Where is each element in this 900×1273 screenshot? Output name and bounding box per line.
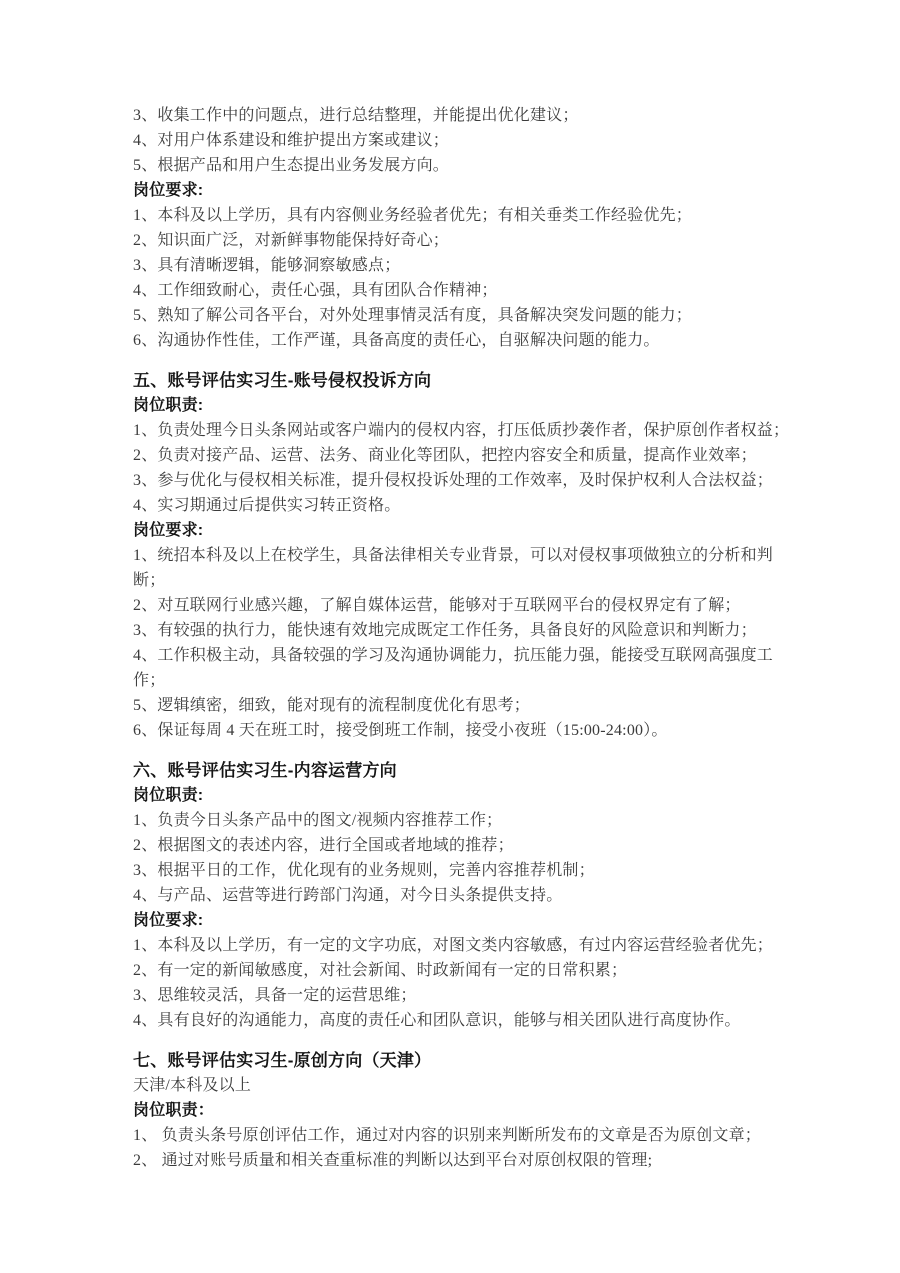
requirement-line: 2、知识面广泛，对新鲜事物能保持好奇心； [133,232,450,249]
requirement-line: 4、工作细致耐心，责任心强，具有团队合作精神； [133,282,498,299]
section-5 [133,368,799,743]
requirement-line: 2、对互联网行业感兴趣，了解自媒体运营，能够对于互联网平台的侵权界定有了解； [133,597,741,614]
duty-line: 5、根据产品和用户生态提出业务发展方向。 [133,157,450,174]
requirement-line: 6、保证每周 4 天在班工时，接受倒班工作制，接受小夜班（15:00-24:00）。 [133,722,668,739]
prev-section-requirements [133,203,799,353]
document-content [133,103,799,1173]
section-6-requirements [133,933,799,1033]
section-5-duties [133,418,799,518]
duty-line: 4、对用户体系建设和维护提出方案或建议； [133,132,450,149]
section-7-location-education: 天津/本科及以上 [133,1077,252,1094]
duty-line: 3、根据平日的工作，优化现有的业务规则，完善内容推荐机制； [133,862,595,879]
duty-line: 4、实习期通过后提供实习转正资格。 [133,497,401,514]
duties-label: 岗位职责: [133,787,204,804]
duties-label: 岗位职责： [133,1102,215,1119]
requirements-label: 岗位要求: [133,912,204,929]
section-5-requirements [133,543,799,743]
requirement-line: 1、本科及以上学历，有一定的文字功底，对图文类内容敏感，有过内容运营经验者优先； [133,937,774,954]
duty-line: 3、收集工作中的问题点，进行总结整理，并能提出优化建议； [133,107,579,124]
requirement-line: 4、工作积极主动，具备较强的学习及沟通协调能力，抗压能力强，能接受互联网高强度工作； [133,647,774,689]
section-6-duties [133,808,799,908]
requirement-line: 3、有较强的执行力，能快速有效地完成既定工作任务，具备良好的风险意识和判断力； [133,622,757,639]
requirement-line: 1、本科及以上学历，具有内容侧业务经验者优先；有相关垂类工作经验优先； [133,207,693,224]
duty-line: 2、根据图文的表述内容，进行全国或者地域的推荐； [133,837,514,854]
section-5-heading: 五、账号评估实习生-账号侵权投诉方向 [133,371,432,390]
requirement-line: 2、有一定的新闻敏感度，对社会新闻、时政新闻有一定的日常积累； [133,962,628,979]
duty-line: 2、 通过对账号质量和相关查重标准的判断以达到平台对原创权限的管理; [133,1152,653,1169]
duty-line: 1、负责今日头条产品中的图文/视频内容推荐工作； [133,812,503,829]
section-6-heading: 六、账号评估实习生-内容运营方向 [133,761,397,780]
duty-line: 2、负责对接产品、运营、法务、商业化等团队，把控内容安全和质量，提高作业效率； [133,447,757,464]
requirement-line: 5、逻辑缜密，细致，能对现有的流程制度优化有思考； [133,697,531,714]
requirement-line: 5、熟知了解公司各平台，对外处理事情灵活有度，具备解决突发问题的能力； [133,307,693,324]
requirement-line: 3、具有清晰逻辑，能够洞察敏感点； [133,257,401,274]
requirement-line: 6、沟通协作性佳，工作严谨，具备高度的责任心，自驱解决问题的能力。 [133,332,660,349]
duty-line: 4、与产品、运营等进行跨部门沟通，对今日头条提供支持。 [133,887,563,904]
duties-label: 岗位职责: [133,397,204,414]
duty-line: 1、 负责头条号原创评估工作，通过对内容的识别来判断所发布的文章是否为原创文章； [133,1127,762,1144]
section-7 [133,1048,799,1173]
requirement-line: 3、思维较灵活，具备一定的运营思维； [133,987,417,1004]
duty-line: 1、负责处理今日头条网站或客户端内的侵权内容，打压低质抄袭作者，保护原创作者权益； [133,422,790,439]
section-7-heading: 七、账号评估实习生-原创方向（天津） [133,1051,432,1070]
requirements-label: 岗位要求: [133,182,204,199]
requirements-label: 岗位要求: [133,522,204,539]
section-6 [133,758,799,1033]
requirement-line: 4、具有良好的沟通能力，高度的责任心和团队意识，能够与相关团队进行高度协作。 [133,1012,741,1029]
duty-line: 3、参与优化与侵权相关标准，提升侵权投诉处理的工作效率，及时保护权利人合法权益； [133,472,774,489]
section-7-duties [133,1123,799,1173]
prev-section-duties [133,103,799,178]
requirement-line: 1、统招本科及以上在校学生，具备法律相关专业背景，可以对侵权事项做独立的分析和判断； [133,547,774,589]
